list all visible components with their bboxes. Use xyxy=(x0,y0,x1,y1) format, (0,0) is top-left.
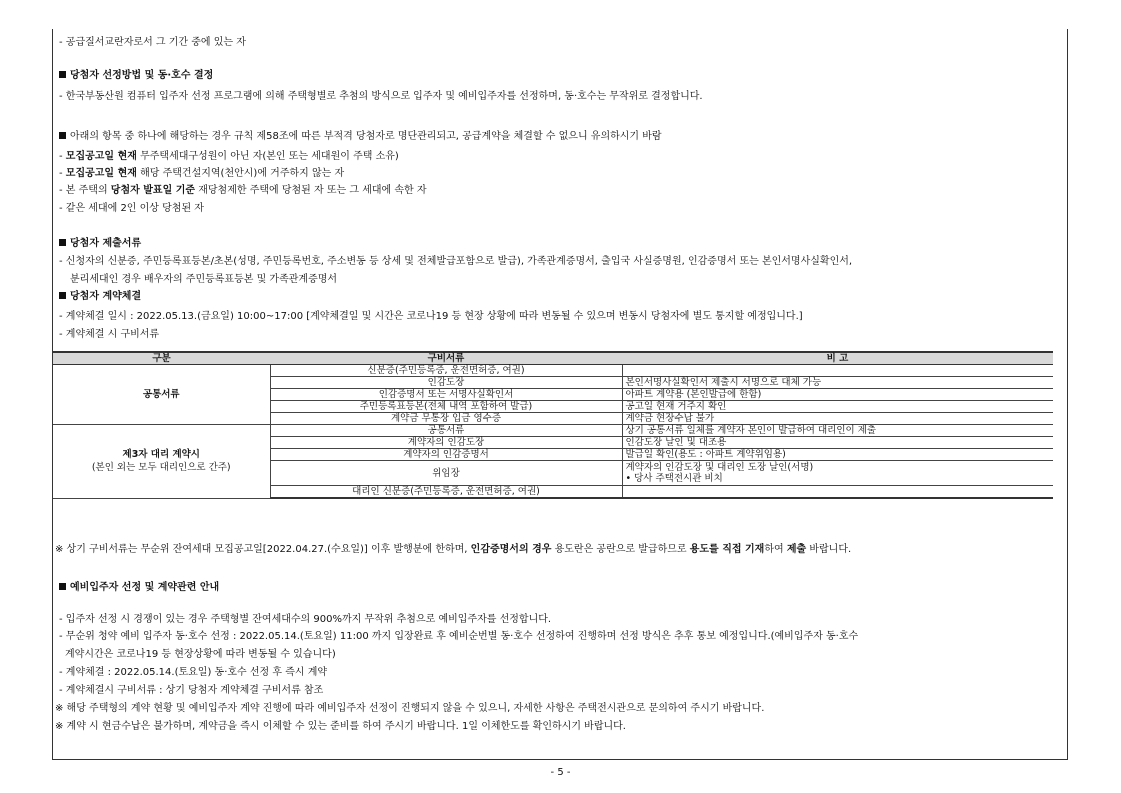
square-bullet-icon xyxy=(59,292,66,299)
top-line: - 공급질서교란자로서 그 기간 중에 있는 자 xyxy=(59,37,246,48)
method-text: - 한국부동산원 컴퓨터 입주자 선정 프로그램에 의해 주택형별로 추첨의 방식으로 입주자 및 예비입주자를 선정하며, 동·호수는 무작위로 결정합니다. xyxy=(59,91,703,102)
reserve-line: 계약시간은 코로나19 등 현장상황에 따라 변동될 수 있습니다) xyxy=(65,649,336,660)
table-header-row xyxy=(53,352,1053,365)
contract-datetime: - 계약체결 일시 : 2022.05.13.(금요일) 10:00~17:00 [계약체결일 및 시간은 코로나19 등 현장 상황에 따라 변동될 수 있으며 변동시 당첨자에 별도 통지할 예정입니다.] xyxy=(59,311,803,322)
table-row xyxy=(53,365,1053,377)
note-cell: 계약금 현장수납 불가 xyxy=(622,413,1053,425)
doc-cell: 공통서류 xyxy=(270,425,622,437)
ineligible-item: - 모집공고일 현재 해당 주택건설지역(천안시)에 거주하지 않는 자 xyxy=(59,168,345,179)
square-bullet-icon xyxy=(59,71,66,78)
note-cell: 발급일 확인(용도 : 아파트 계약위임용) xyxy=(622,449,1053,461)
section-heading-contract: 당첨자 계약체결 xyxy=(59,290,141,303)
required-documents-table xyxy=(53,351,1053,499)
ineligible-item: - 모집공고일 현재 무주택세대구성원이 아닌 자(본인 또는 세대원이 주택 소유) xyxy=(59,151,399,162)
square-bullet-icon xyxy=(59,132,66,139)
note-cell: 공고일 현재 거주지 확인 xyxy=(622,401,1053,413)
document-frame xyxy=(52,29,1068,760)
docs-line-2: 분리세대인 경우 배우자의 주민등록표등본 및 가족관계증명서 xyxy=(70,274,338,285)
note-cell: 인감도장 날인 및 대조용 xyxy=(622,437,1053,449)
reserve-line: - 계약체결시 구비서류 : 상기 당첨자 계약체결 구비서류 참조 xyxy=(59,685,324,696)
reserve-line: ※ 계약 시 현금수납은 불가하며, 계약금을 즉시 이체할 수 있는 준비를 하여 주시기 바랍니다. 1일 이체한도를 확인하시기 바랍니다. xyxy=(55,721,626,732)
ineligible-intro: 아래의 항목 중 하나에 해당하는 경우 규칙 제58조에 따른 부적격 당첨자로 명단관리되고, 공급계약을 체결할 수 없으니 유의하시기 바람 xyxy=(59,130,662,143)
docs-line-1: - 신청자의 신분증, 주민등록표등본/초본(성명, 주민등록번호, 주소변동 등 상세 및 전체발급포함으로 발급), 가족관계증명서, 출입국 사실증명원, 인감증명서 또는 본인서명사실확인서, xyxy=(59,256,853,267)
section-heading-reserve: 예비입주자 선정 및 계약관련 안내 xyxy=(59,581,219,594)
reserve-line: ※ 해당 주택형의 계약 현황 및 예비입주자 계약 진행에 따라 예비입주자 선정이 진행되지 않을 수 있으니, 자세한 사항은 주택전시관으로 문의하여 주시기 바랍니다. xyxy=(55,703,765,714)
column-header: 비 고 xyxy=(622,352,1053,365)
reserve-line: - 입주자 선정 시 경쟁이 있는 경우 주택형별 잔여세대수의 900%까지 무작위 추첨으로 예비입주자를 선정합니다. xyxy=(59,614,552,625)
doc-cell: 위임장 xyxy=(270,461,622,486)
doc-cell: 인감도장 xyxy=(270,377,622,389)
note-cell: 상기 공통서류 일체를 계약자 본인이 발급하여 대리인이 제출 xyxy=(622,425,1053,437)
group-label-common: 공통서류 xyxy=(53,365,270,425)
table-row xyxy=(53,425,1053,437)
page-number: - 5 - xyxy=(550,767,571,778)
doc-cell: 계약자의 인감도장 xyxy=(270,437,622,449)
group-label-proxy: 제3자 대리 계약시 (본인 외는 모두 대리인으로 간주) xyxy=(53,425,270,499)
ineligible-item: - 같은 세대에 2인 이상 당첨된 자 xyxy=(59,203,204,214)
note-cell: 계약자의 인감도장 및 대리인 도장 날인(서명) • 당사 주택전시관 비치 xyxy=(622,461,1053,486)
documents-note: ※ 상기 구비서류는 무순위 잔여세대 모집공고일[2022.04.27.(수요일)] 이후 발행분에 한하며, 인감증명서의 경우 용도란은 공란으로 발급하므로 용도를 직접 기재하여 제출 바랍니다. xyxy=(55,544,852,555)
doc-cell: 대리인 신분증(주민등록증, 운전면허증, 여권) xyxy=(270,486,622,499)
doc-cell: 주민등록표등본(전체 내역 포함하여 발급) xyxy=(270,401,622,413)
doc-cell: 신분증(주민등록증, 운전면허증, 여권) xyxy=(270,365,622,377)
doc-cell: 계약금 무통장 입금 영수증 xyxy=(270,413,622,425)
column-header: 구비서류 xyxy=(270,352,622,365)
note-cell: 본인서명사실확인서 제출시 서명으로 대체 가능 xyxy=(622,377,1053,389)
section-heading-method: 당첨자 선정방법 및 동·호수 결정 xyxy=(59,69,213,82)
doc-cell: 인감증명서 또는 서명사실확인서 xyxy=(270,389,622,401)
ineligible-item: - 본 주택의 당첨자 발표일 기준 재당첨제한 주택에 당첨된 자 또는 그 세대에 속한 자 xyxy=(59,185,427,196)
reserve-line: - 계약체결 : 2022.05.14.(토요일) 동·호수 선정 후 즉시 계약 xyxy=(59,667,328,678)
note-cell: 아파트 계약용 (본인발급에 한함) xyxy=(622,389,1053,401)
doc-cell: 계약자의 인감증명서 xyxy=(270,449,622,461)
reserve-line: - 무순위 청약 예비 입주자 동·호수 선정 : 2022.05.14.(토요일) 11:00 까지 입장완료 후 예비순번별 동·호수 선정하여 진행하며 선정 방식은 추후 통보 예정입니다.(예비입주자 동·호수 xyxy=(59,631,859,642)
square-bullet-icon xyxy=(59,583,66,590)
section-heading-docs: 당첨자 제출서류 xyxy=(59,237,141,250)
square-bullet-icon xyxy=(59,239,66,246)
contract-docs-label: - 계약체결 시 구비서류 xyxy=(59,329,160,340)
note-cell xyxy=(622,486,1053,499)
note-cell xyxy=(622,365,1053,377)
column-header: 구분 xyxy=(53,352,270,365)
